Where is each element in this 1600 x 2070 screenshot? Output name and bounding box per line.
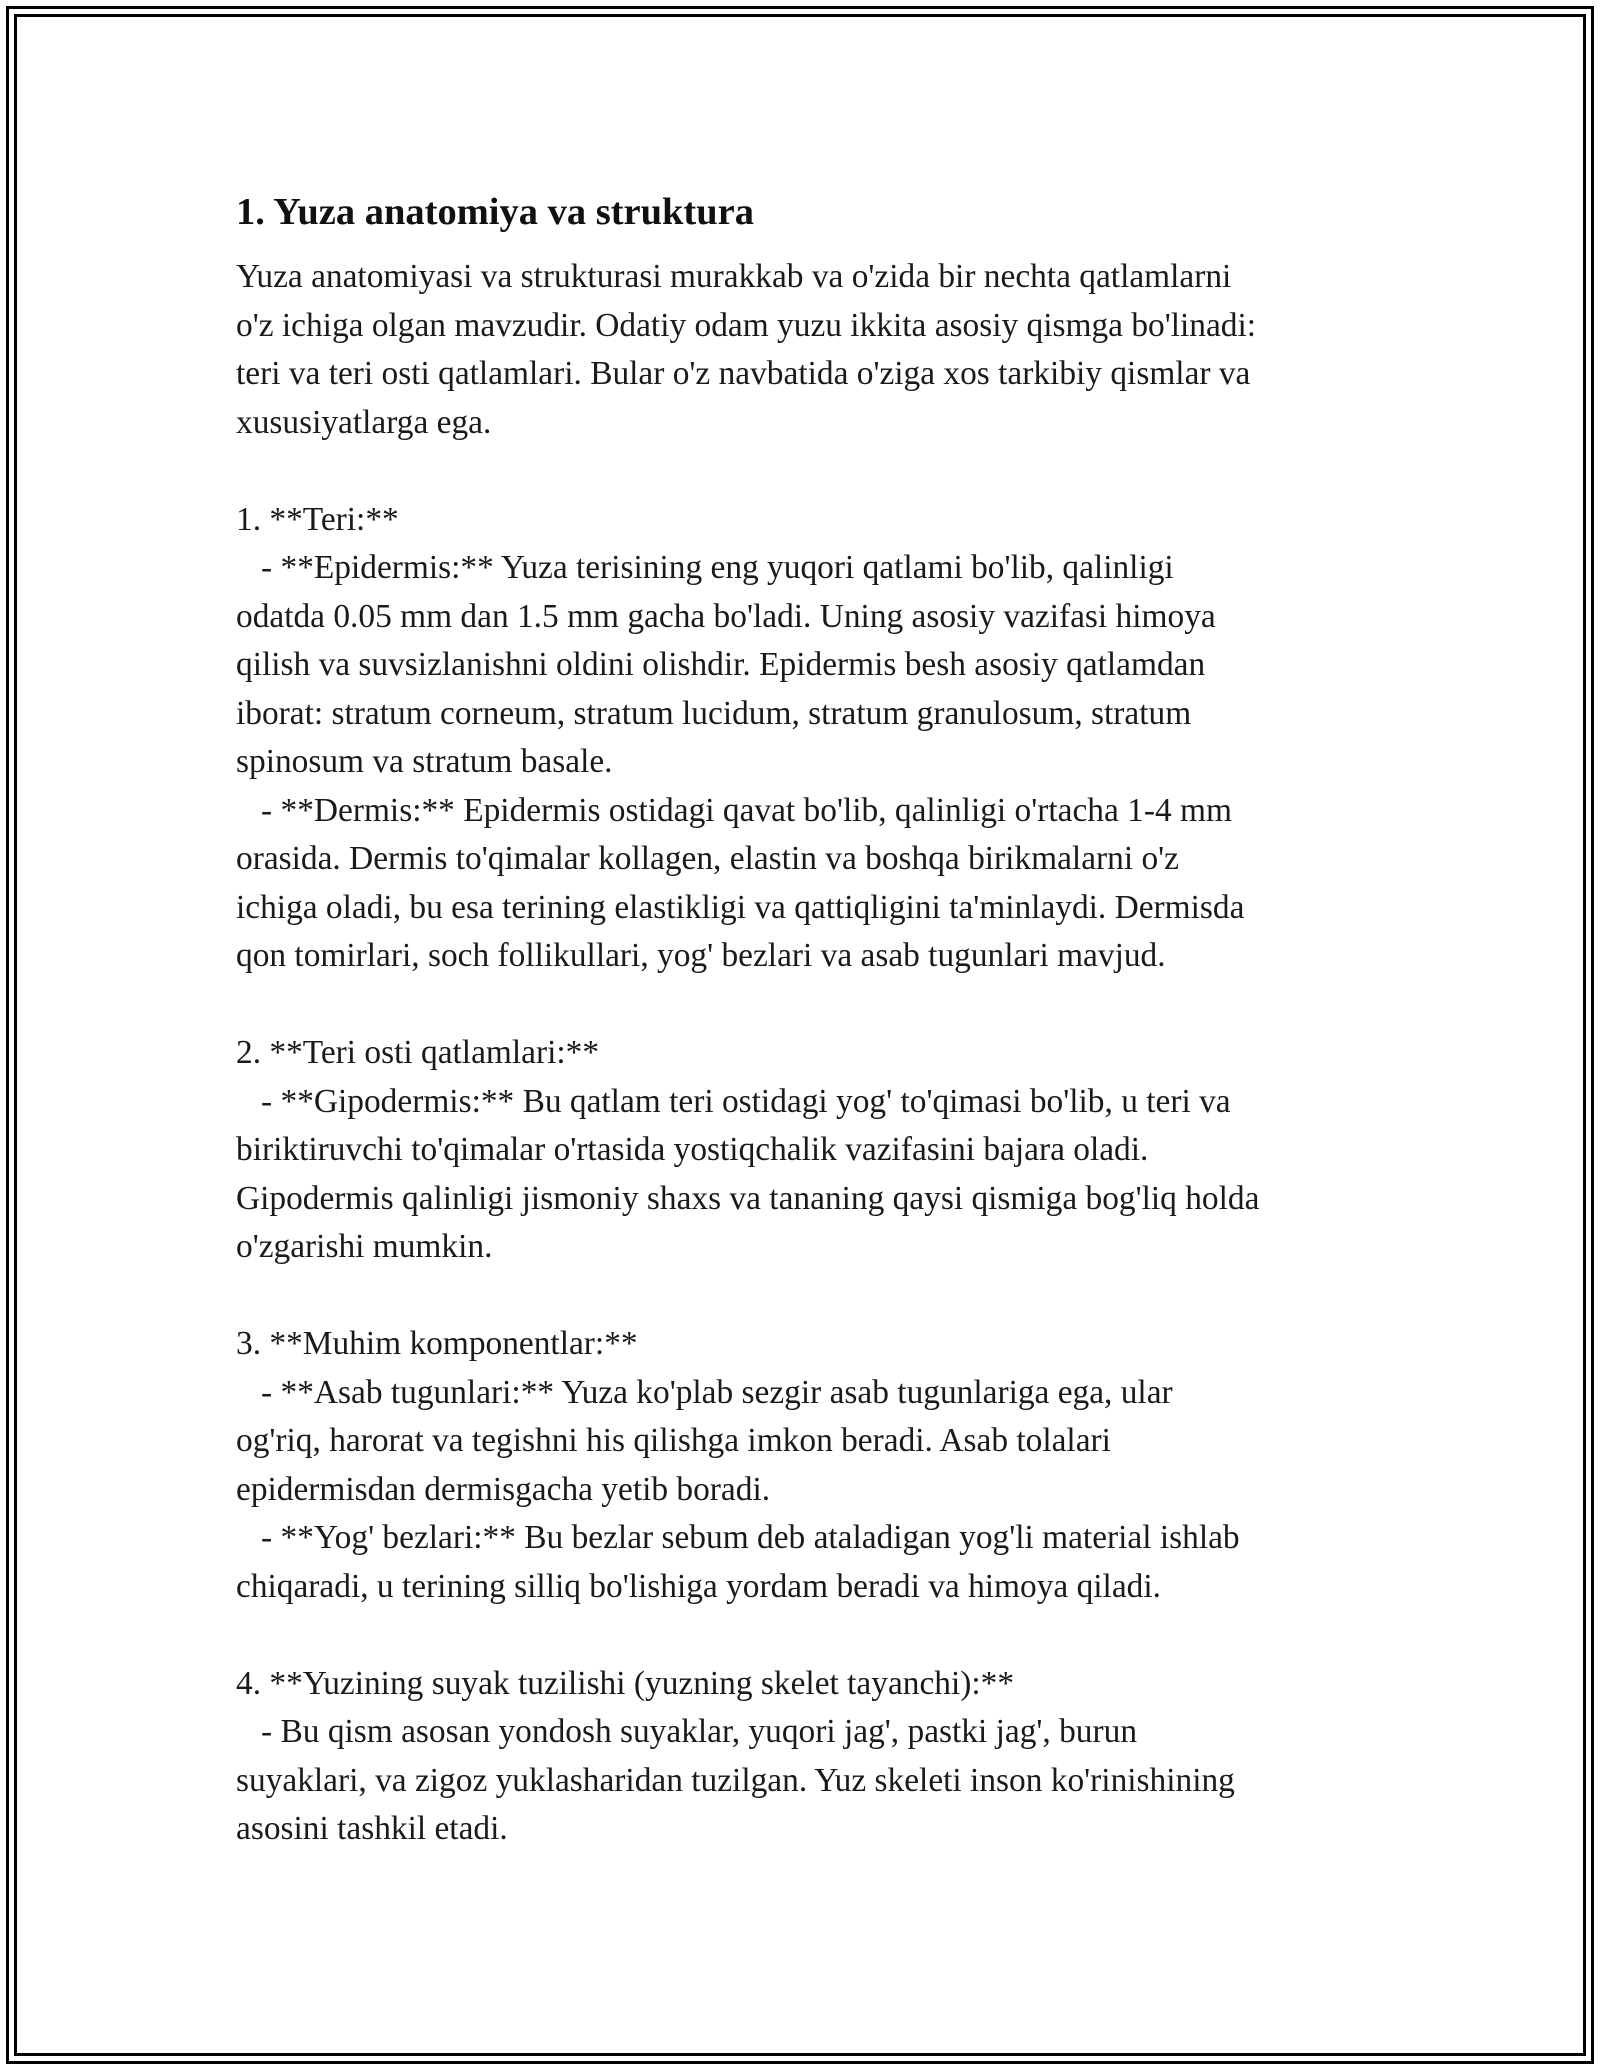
document-page <box>236 185 1376 1854</box>
document-body: Yuza anatomiyasi va strukturasi murakkab va o'zida bir nechta qatlamlarni o'z ichiga olgan mavzudir. Odatiy odam yuzu ikkita asosiy qismga bo'linadi: teri va teri osti qatlamlari. Bular o'z navbatida o'ziga xos tarkibiy qismlar va xususiyatlarga ega. 1. **Teri:** - **Epidermis:** Yuza terisining eng yuqori qatlami bo'lib, qalinligi odatda 0.05 mm dan 1.5 mm gacha bo'ladi. Uning asosiy vazifasi himoya qilish va suvsizlanishni oldini olishdir. Epidermis besh asosiy qatlamdan iborat: stratum corneum, stratum lucidum, stratum granulosum, stratum spinosum va stratum basale. - **Dermis:** Epidermis ostidagi qavat bo'lib, qalinligi o'rtacha 1-4 mm orasida. Dermis to'qimalar kollagen, elastin va boshqa birikmalarni o'z ichiga oladi, bu esa terining elastikligi va qattiqligini ta'minlaydi. Dermisda qon tomirlari, soch follikullari, yog' bezlari va asab tugunlari mavjud. 2. **Teri osti qatlamlari:** - **Gipodermis:** Bu qatlam teri ostidagi yog' to'qimasi bo'lib, u teri va biriktiruvchi to'qimalar o'rtasida yostiqchalik vazifasini bajara oladi. Gipodermis qalinligi jismoniy shaxs va tananing qaysi qismiga bog'liq holda o'zgarishi mumkin. 3. **Muhim komponentlar:** - **Asab tugunlari:** Yuza ko'plab sezgir asab tugunlariga ega, ular og'riq, harorat va tegishni his qilishga imkon beradi. Asab tolalari epidermisdan dermisgacha yetib boradi. - **Yog' bezlari:** Bu bezlar sebum deb ataladigan yog'li material ishlab chiqaradi, u terining silliq bo'lishiga yordam beradi va himoya qiladi. 4. **Yuzining suyak tuzilishi (yuzning skelet tayanchi):** - Bu qism asosan yondosh suyaklar, yuqori jag', pastki jag', burun suyaklari, va zigoz yuklasharidan tuzilgan. Yuz skeleti inson ko'rinishining asosini tashkil etadi. <box>236 258 1260 1847</box>
document-title: 1. Yuza anatomiya va struktura <box>236 191 755 233</box>
